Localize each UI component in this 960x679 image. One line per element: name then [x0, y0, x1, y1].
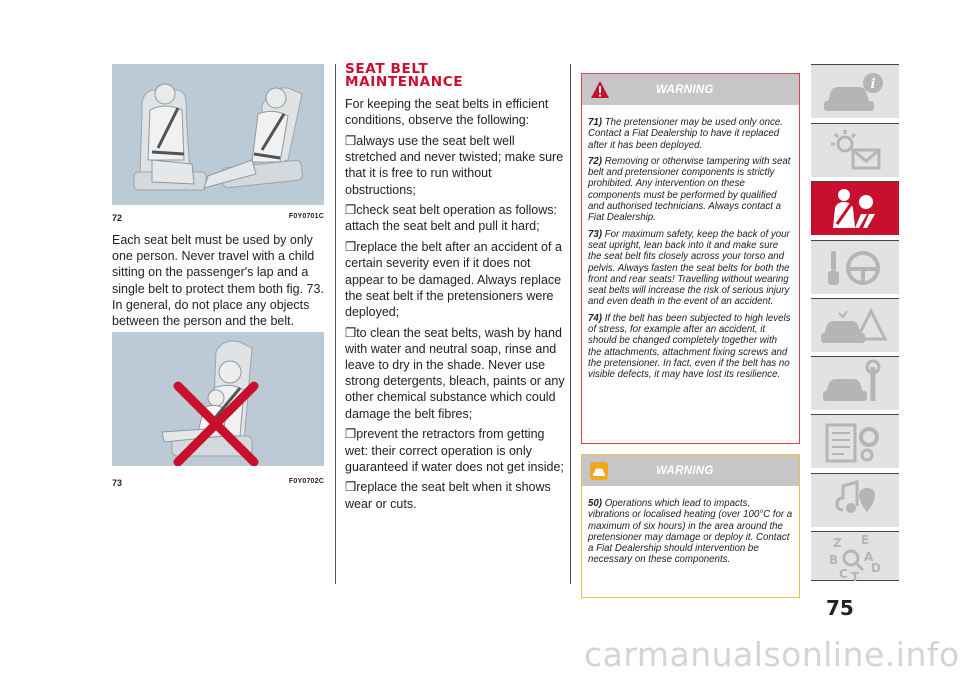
seatbelt-person-icon — [811, 182, 899, 236]
car-wrench-icon — [811, 357, 899, 411]
warning-title: WARNING — [656, 83, 714, 96]
section-content — [345, 96, 565, 516]
seat-belt-incorrect-illustration — [112, 332, 324, 466]
page-number: 75 — [826, 596, 854, 620]
sidebar-tab-emergency[interactable] — [811, 298, 899, 352]
section-title: SEAT BELT MAINTENANCE — [345, 61, 464, 90]
warning-item: 72) Removing or otherwise tampering with seat belt and pretensioner components is strictly prohibited. Any intervention on these components must be performed by qualified and authorised technicians. Always contact a Fiat Dealership. — [588, 155, 791, 224]
seat-belt-correct-illustration — [112, 64, 324, 205]
key-steering-icon — [811, 241, 899, 295]
figure-73-caption — [112, 478, 324, 488]
figure-code: F0Y0702C — [288, 478, 324, 485]
sidebar-tab-index[interactable] — [811, 531, 899, 581]
watermark-text: carmanualsonline.info — [584, 635, 960, 674]
warning-item: 73) For maximum safety, keep the back of your seat upright, lean back into it and make sure the seat belt fits closely across your torso and pelvis. Always fasten the seat belts for both the front and rear seats! Travelling without wearing seat belts will increase the risk of serious injury and even death in the event of an accident. — [588, 228, 790, 308]
warning-item: 50) Operations which lead to impacts, vibrations or localised heating (over 100°C for a maximum of six hours) in the area around the pretensioner may damage or deploy it. Contact a Fiat Dealership should intervention be necessary on these components. — [588, 498, 793, 566]
index-letter: B — [829, 553, 839, 567]
warning-header — [582, 455, 799, 486]
index-letter: T — [851, 570, 860, 582]
warning-body — [582, 486, 799, 566]
figure-number: 73 — [112, 478, 123, 488]
warning-triangle-icon — [590, 80, 610, 100]
bullet-item: ❒replace the seat belt when it shows wear or cuts. — [345, 480, 551, 511]
index-letter: Z — [833, 536, 842, 550]
figure-72-caption — [112, 213, 324, 223]
bullet-item: ❒replace the belt after an accident of a certain severity even if it does not appear to be damaged. Always replace the seat belt if the pretensioners were deployed; — [345, 240, 562, 319]
sidebar-tab-multimedia[interactable] — [811, 473, 899, 527]
bullet-item: ❒check seat belt operation as follows: attach the seat belt and pull it hard; — [345, 203, 558, 234]
sidebar-tab-instruments[interactable] — [811, 123, 899, 177]
figure-number: 72 — [112, 213, 123, 223]
index-letter: D — [871, 561, 881, 575]
warning-header — [582, 74, 799, 105]
svg-text:i: i — [870, 77, 876, 92]
warning-box-danger — [581, 73, 800, 444]
left-paragraph: Each seat belt must be used by only one person. Never travel with a child sitting on the passenger's lap and a single belt to protect them both fig. 73. In general, do not place any objects between the person and the belt. — [112, 233, 324, 329]
sidebar-tab-safety[interactable] — [811, 181, 899, 235]
index-letter: C — [839, 567, 848, 581]
figure-72-image — [112, 64, 324, 205]
bullet-item: ❒prevent the retractors from getting wet: their correct operation is only guaranteed if water does not get inside; — [345, 427, 564, 474]
warning-title: WARNING — [656, 464, 714, 477]
magnifier-icon — [844, 551, 858, 565]
figure-code: F0Y0701C — [288, 213, 324, 220]
sidebar-tab-starting-driving[interactable] — [811, 240, 899, 294]
music-location-icon — [811, 474, 899, 528]
warning-item: 74) If the belt has been subjected to high levels of stress, for example after an accident, it should be changed completely together with the attachments, attachment fixing screws and the pretensioner. In fact, even if the belt has no visible defects, it may have lost its resilience. — [588, 312, 791, 381]
car-info-icon — [811, 65, 899, 119]
sidebar-tab-technical-data[interactable] — [811, 414, 899, 468]
bullet-item: ❒to clean the seat belts, wash by hand with water and neutral soap, rinse and leave to dry in the shade. Never use strong detergents, bleach, paints or any other chemical substance which could damage the belt fibres; — [345, 325, 565, 421]
index-letter: E — [861, 533, 870, 547]
warning-body — [582, 105, 799, 381]
warning-item: 71) The pretensioner may be used only once. Contact a Fiat Dealership to have it replaced after it has been deployed. — [588, 117, 783, 151]
car-caution-icon — [589, 461, 609, 481]
figure-73-image — [112, 332, 324, 466]
section-intro: For keeping the seat belts in efficient conditions, observe the following: — [345, 97, 549, 128]
sidebar-tab-knowing-car[interactable] — [811, 64, 899, 118]
bullet-item: ❒always use the seat belt well stretched and never twisted; make sure that it is free to run without obstructions; — [345, 133, 564, 197]
index-letter: A — [864, 550, 874, 564]
column-divider — [570, 64, 571, 584]
column-divider — [335, 64, 336, 584]
light-message-icon — [811, 124, 899, 178]
sidebar-tab-maintenance[interactable] — [811, 356, 899, 410]
alphabet-index-icon — [811, 532, 899, 582]
document-gear-icon — [811, 415, 899, 469]
warning-box-caution — [581, 454, 800, 598]
car-emergency-icon — [811, 299, 899, 353]
